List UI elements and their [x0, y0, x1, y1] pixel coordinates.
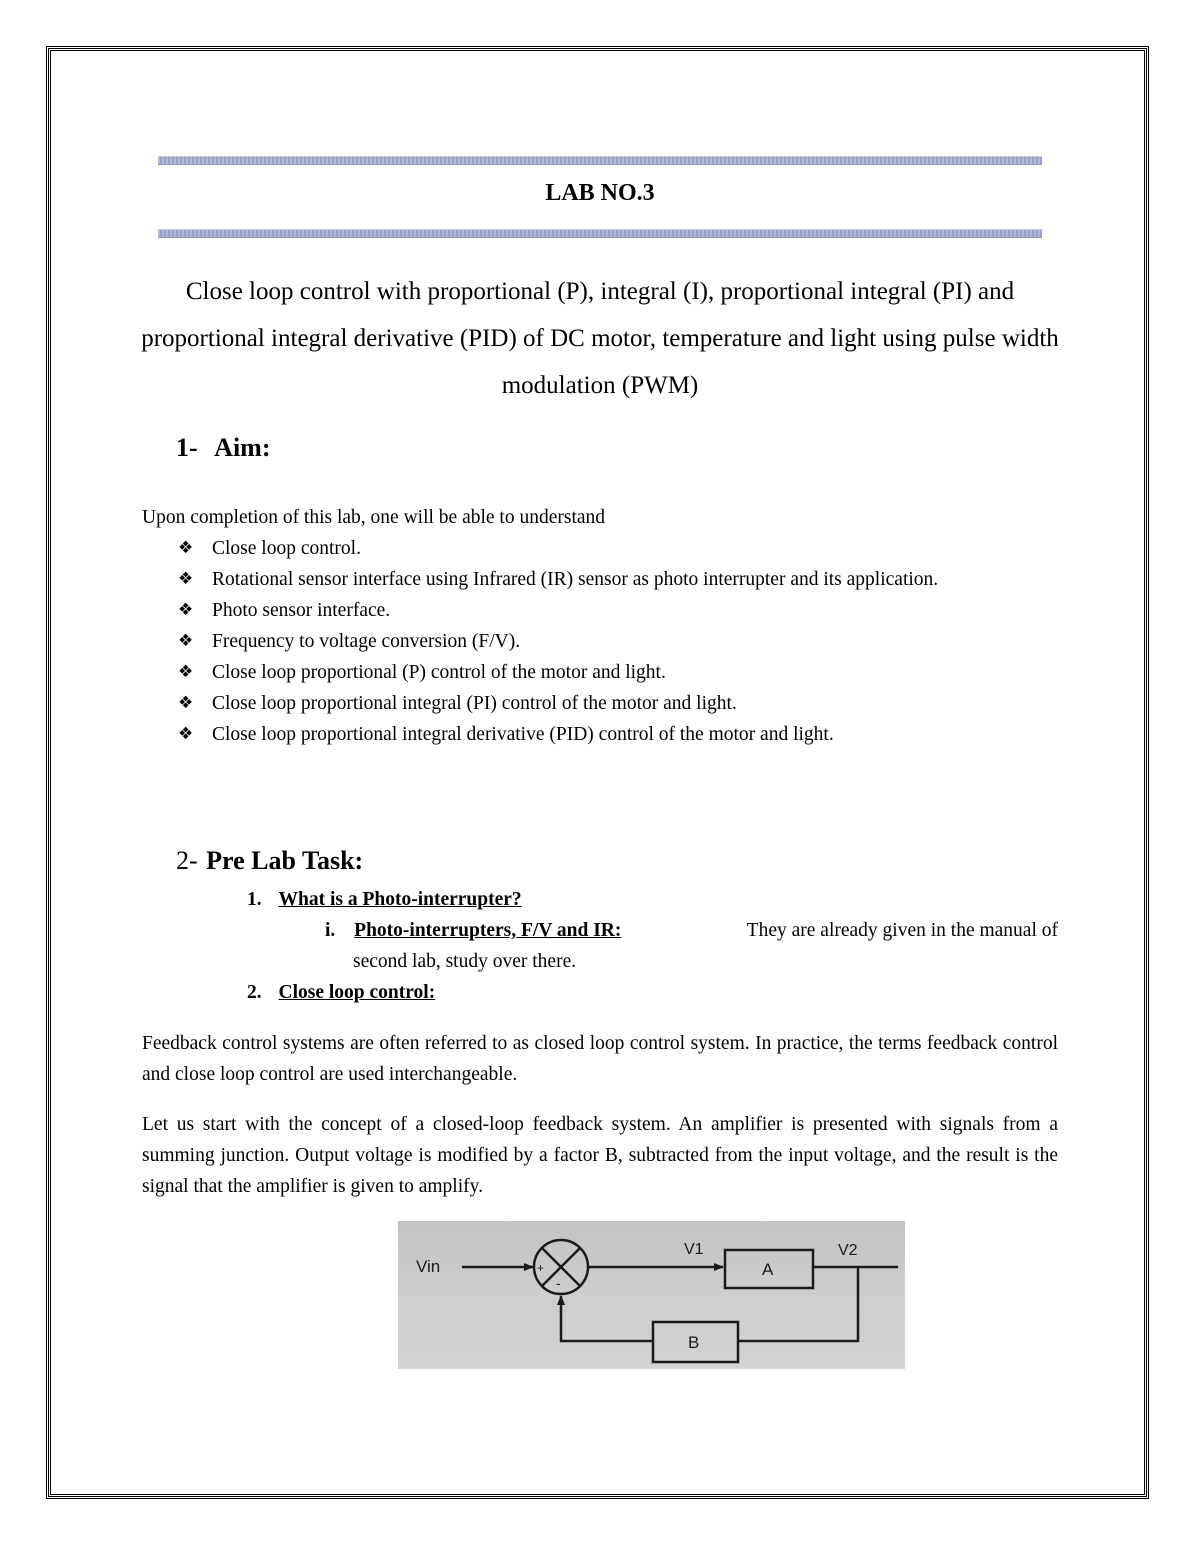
aim-bullet-list — [178, 533, 1058, 750]
aim-bullet-item: ❖ Close loop proportional integral derivative (PID) control of the motor and light. — [178, 719, 1058, 750]
title-rule-top — [158, 156, 1042, 165]
minus-sign: - — [556, 1275, 561, 1291]
title-rule-bottom — [158, 229, 1042, 238]
prelab-item-number: 2. — [247, 982, 262, 1003]
four-diamond-bullet-icon: ❖ — [178, 600, 194, 620]
aim-bullet-item: ❖ Rotational sensor interface using Infrared (IR) sensor as photo interrupter and its application. — [178, 564, 1058, 595]
feedback-block-diagram — [398, 1221, 905, 1369]
prelab-subitem-i — [325, 915, 1058, 977]
lab-subtitle: Close loop control with proportional (P), integral (I), proportional integral (PI) and proportional integral derivative (PID) of DC motor, temperature and light using pulse width modulation (PWM) — [141, 278, 1059, 399]
prelab-subitem-title: Photo-interrupters, F/V and IR: — [354, 920, 622, 941]
prelab-item-2 — [247, 977, 435, 1008]
aim-bullet-item: ❖ Frequency to voltage conversion (F/V). — [178, 626, 1058, 657]
aim-number: 1- — [176, 433, 198, 462]
block-a-label: A — [762, 1260, 774, 1279]
plus-sign: + — [537, 1261, 545, 1275]
aim-bullet-item: ❖ Close loop proportional integral (PI) control of the motor and light. — [178, 688, 1058, 719]
prelab-subitem-text-cont: second lab, study over there. — [353, 951, 577, 972]
four-diamond-bullet-icon: ❖ — [178, 693, 194, 713]
prelab-item-1 — [247, 884, 522, 915]
v1-label: V1 — [684, 1241, 704, 1258]
prelab-subitem-number: i. — [325, 920, 336, 941]
aim-heading — [176, 433, 271, 463]
prelab-title: Pre Lab Task: — [206, 846, 364, 875]
prelab-item-title: Close loop control: — [278, 982, 436, 1003]
aim-intro: Upon completion of this lab, one will be able to understand — [142, 507, 606, 528]
aim-bullet-item: ❖ Close loop control. — [178, 533, 1058, 564]
feedback-path-right — [738, 1267, 858, 1341]
prelab-heading — [176, 846, 363, 876]
paragraph-closed-loop: Let us start with the concept of a closed-loop feedback system. An amplifier is presented with signals from a summing junction. Output voltage is modified by a factor B, subtracted from the input voltage, and the result is the signal that the amplifier is given to amplify. — [142, 1114, 1058, 1197]
aim-title: Aim: — [214, 433, 271, 462]
v2-label: V2 — [838, 1242, 858, 1259]
four-diamond-bullet-icon: ❖ — [178, 631, 194, 651]
four-diamond-bullet-icon: ❖ — [178, 662, 194, 682]
aim-bullet-item: ❖ Close loop proportional (P) control of the motor and light. — [178, 657, 1058, 688]
paragraph-feedback: Feedback control systems are often referred to as closed loop control system. In practice, the terms feedback control and close loop control are used interchangeable. — [142, 1033, 1058, 1085]
prelab-number: 2- — [176, 846, 198, 875]
four-diamond-bullet-icon: ❖ — [178, 538, 194, 558]
feedback-arrow — [561, 1296, 653, 1341]
four-diamond-bullet-icon: ❖ — [178, 569, 194, 589]
prelab-item-title: What is a Photo-interrupter? — [278, 889, 522, 910]
vin-label: Vin — [416, 1257, 441, 1276]
lab-title: LAB NO.3 — [545, 180, 655, 206]
prelab-item-number: 1. — [247, 889, 262, 910]
four-diamond-bullet-icon: ❖ — [178, 724, 194, 744]
block-b-label: B — [688, 1333, 700, 1352]
prelab-subitem-text: They are already given in the manual of — [746, 920, 1058, 941]
aim-bullet-item: ❖ Photo sensor interface. — [178, 595, 1058, 626]
